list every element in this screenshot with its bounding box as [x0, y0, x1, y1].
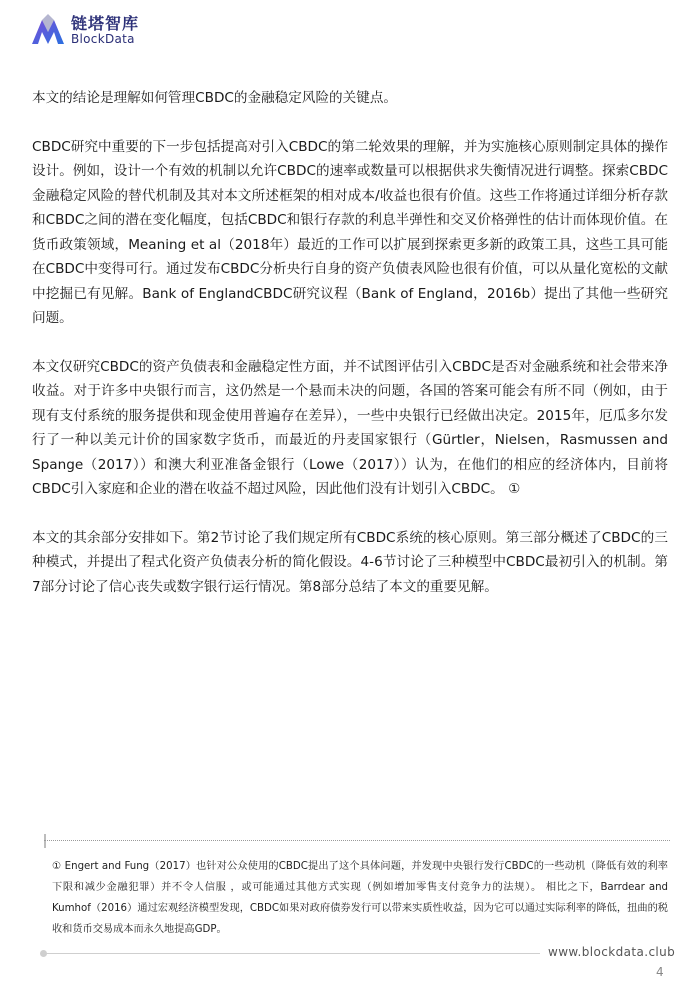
page-number: 4 [656, 965, 664, 979]
footnote-text: ① Engert and Fung（2017）也针对公众使用的CBDC提出了这个具体问题，并发现中央银行发行CBDC的一些动机（降低有效的利率下限和减少金融犯罪）并不令人信服 ，或可能通过其他方式实现（例如增加零售支付竞争力的法规）。 相比之下，Barrdear and Kumhof（2016）通过宏观经济模型发现，CBDC如果对政府债券发行可以带来实质性收益，因为它可以通过实际利率的降低，扭曲的税收和货币交易成本而永久地提高GDP。 [52, 861, 668, 935]
brand-name-en: BlockData [71, 31, 135, 46]
paragraph-scope: 本文仅研究CBDC的资产负债表和金融稳定性方面，并不试图评估引入CBDC是否对金融系统和社会带来净收益。对于许多中央银行而言，这仍然是一个悬而未决的问题，各国的答案可能会有所不同（例如，由于现有支付系统的服务提供和现金使用普遍存在差异），一些中央银行已经做出决定。2015年，厄瓜多尔发行了一种以美元计价的国家数字货币，而最近的丹麦国家银行（Gürtler，Nielsen，Rasmussen and Spange（2017））和澳大利亚准备金银行（Lowe（2017））认为，在他们的相应的经济体内，目前将CBDC引入家庭和企业的潜在收益不超过风险，因此他们没有计划引入CBDC。 ① [32, 358, 668, 497]
paragraph-outline: 本文的其余部分安排如下。第2节讨论了我们规定所有CBDC系统的核心原则。第三部分概述了CBDC的三种模式，并提出了程式化资产负债表分析的简化假设。4-6节讨论了三种模型中CBDC最初引入的机制。第7部分讨论了信心丧失或数字银行运行情况。第8部分总结了本文的重要见解。 [32, 529, 668, 595]
paragraph-conclusion: 本文的结论是理解如何管理CBDC的金融稳定风险的关键点。 [32, 90, 398, 106]
footer-divider [44, 953, 540, 954]
paragraph-next-steps: CBDC研究中重要的下一步包括提高对引入CBDC的第二轮效果的理解，并为实施核心原则制定具体的操作设计。例如，设计一个有效的机制以允许CBDC的速率或数量可以根据供求失衡情况进行调整。探索CBDC金融稳定风险的替代机制及其对本文所述框架的相对成本/收益也很有价值。这些工作将通过详细分析存款和CBDC之间的潜在变化幅度，包括CBDC和银行存款的利息半弹性和交叉价格弹性的估计而体现价值。在货币政策领域，Meaning et al（2018年）最近的工作可以扩展到探索更多新的政策工具，这些工具可能在CBDC中变得可行。通过发布CBDC分析央行自身的资产负债表风险也很有价值，可以从量化宽松的文献中挖掘已有见解。Bank of EnglandCBDC研究议程（Bank of England，2016b）提出了其他一些研究问题。 [32, 138, 668, 326]
footnote-divider [44, 840, 670, 841]
main-content [32, 86, 668, 623]
footnote-marker-bar [44, 834, 46, 848]
blockdata-logo-icon [30, 14, 66, 46]
footer-website[interactable]: www.blockdata.club [548, 945, 676, 959]
brand-name-cn: 链塔智库 [71, 13, 140, 33]
brand-logo [30, 14, 139, 46]
